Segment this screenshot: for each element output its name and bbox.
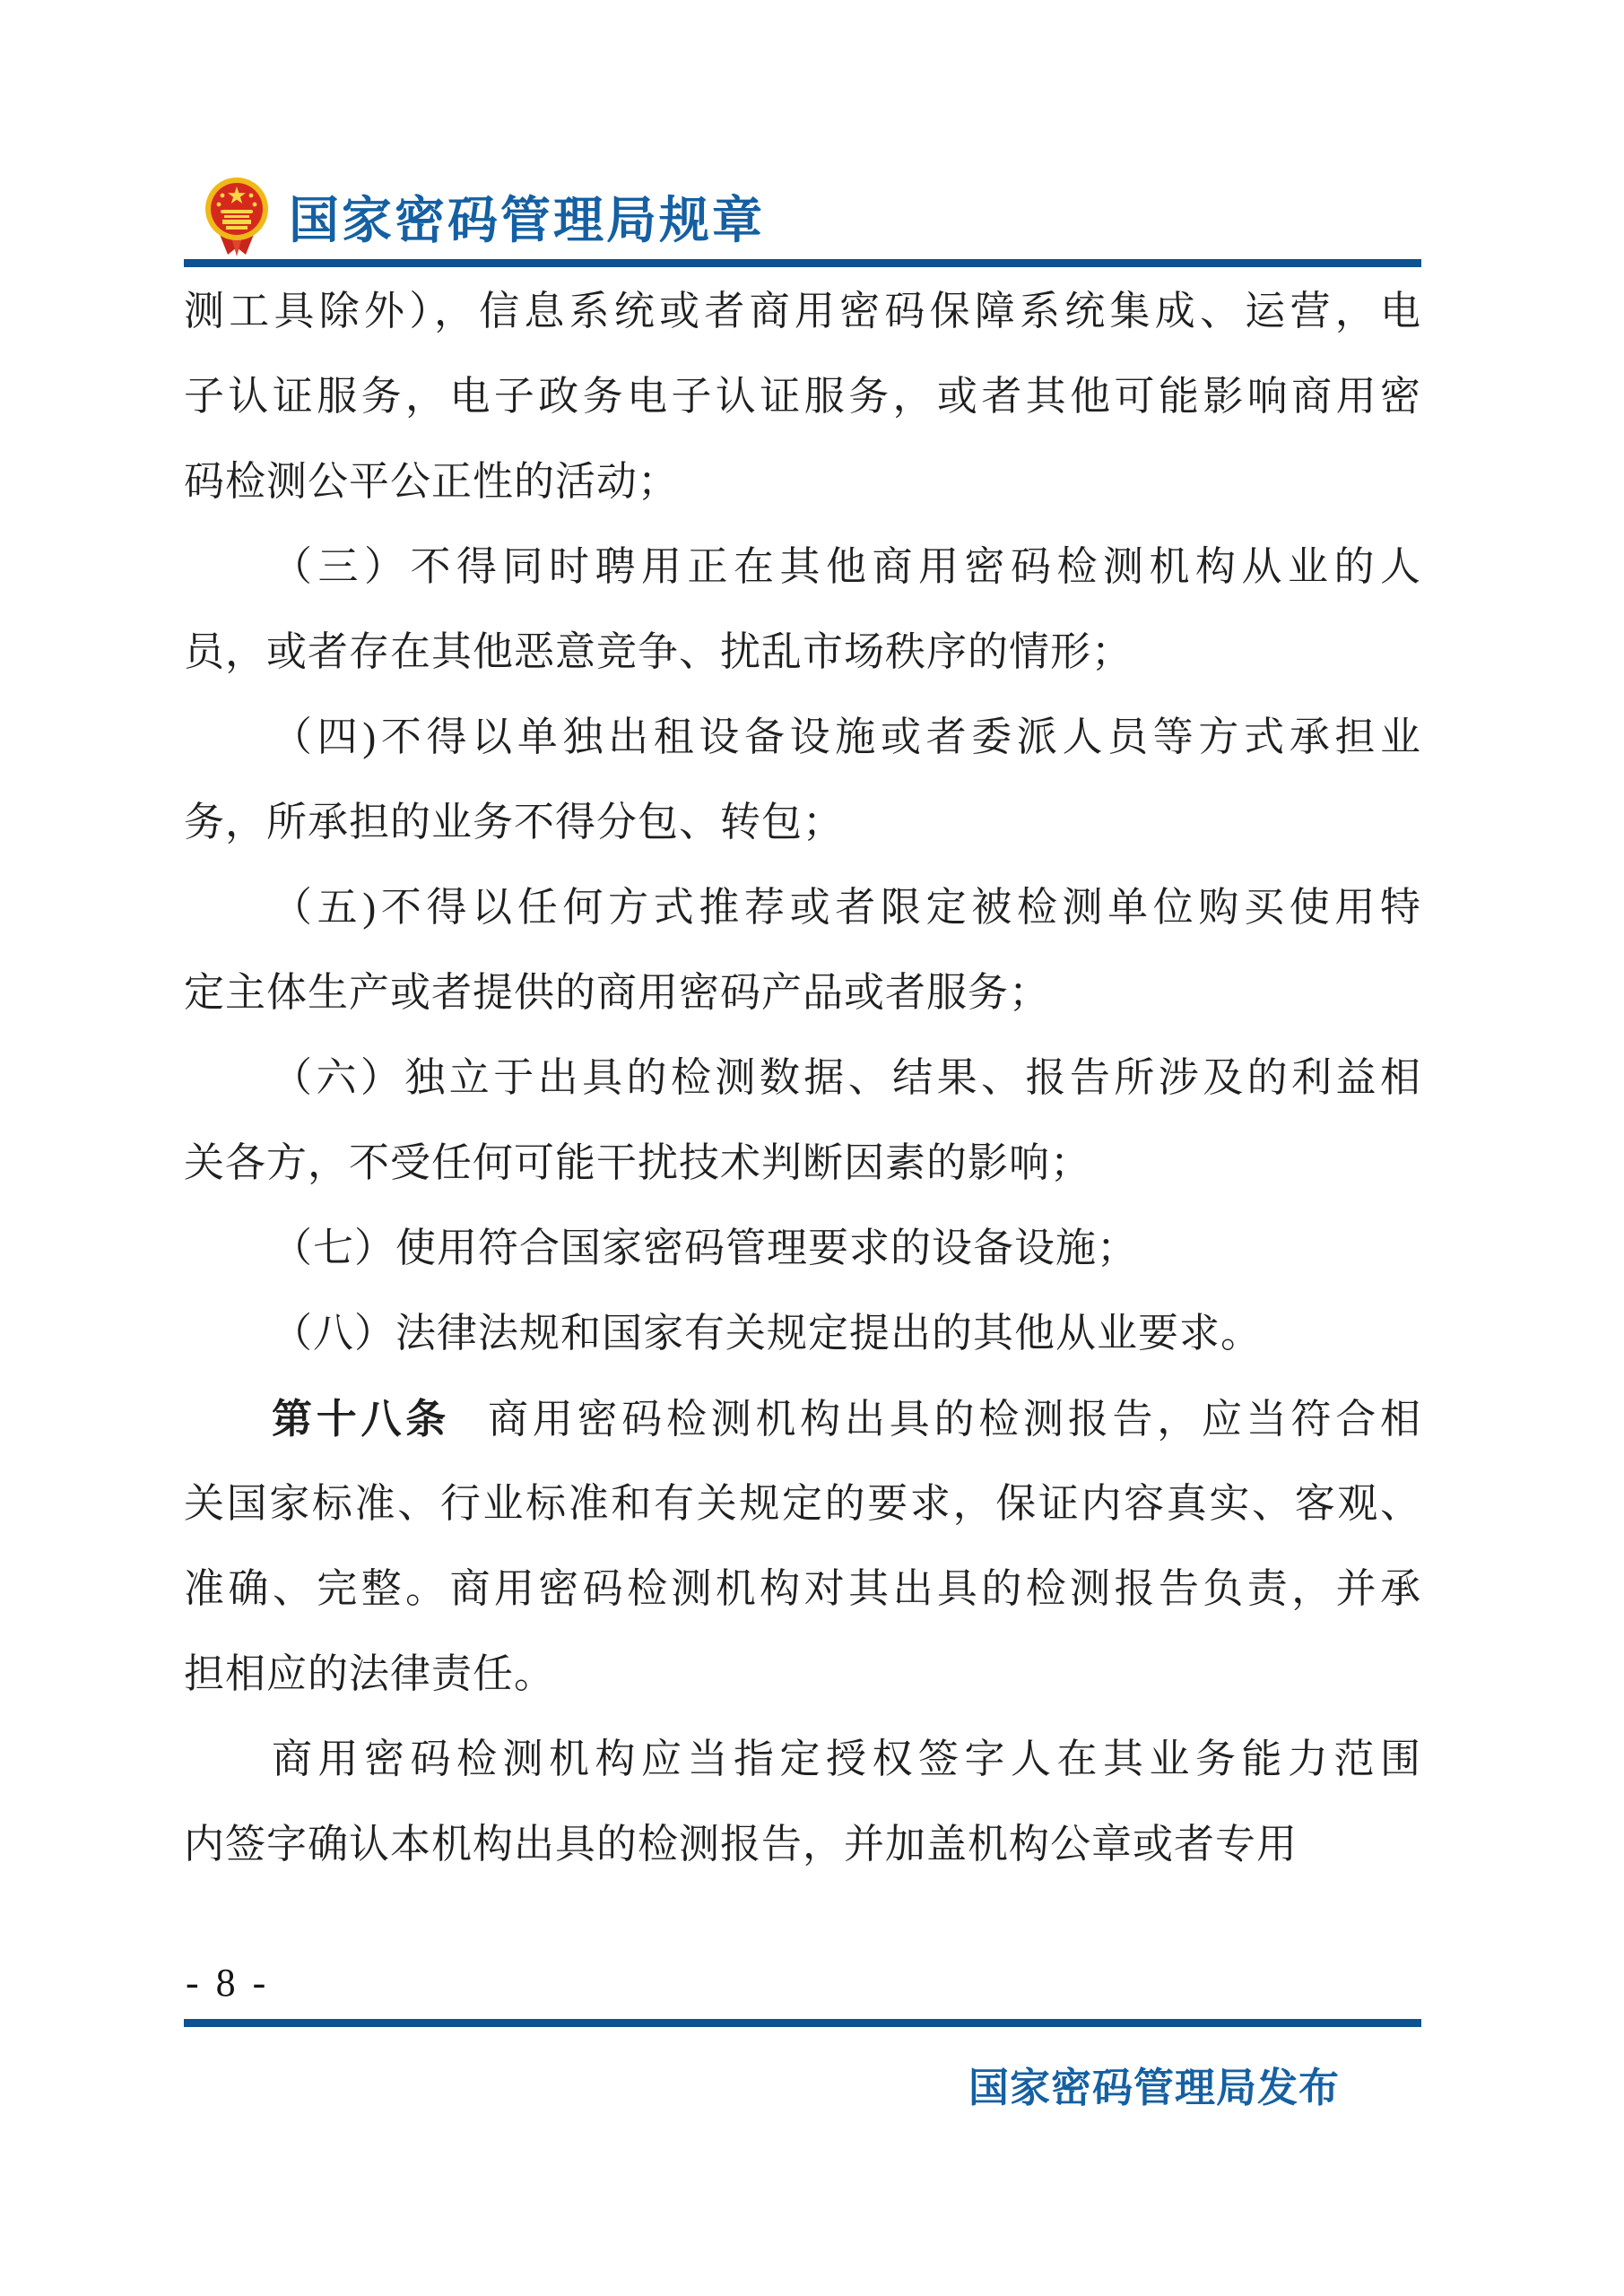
page-number: - 8 - <box>186 1961 270 2005</box>
page-title: 国家密码管理局规章 <box>289 192 765 248</box>
text-line: 关各方，不受任何可能干扰技术判断因素的影响； <box>184 1140 1092 1185</box>
text-line: （七）使用符合国家密码管理要求的设备设施； <box>272 1226 1139 1270</box>
text-line: 务，所承担的业务不得分包、转包； <box>184 800 845 845</box>
article-number: 第十八条 <box>272 1396 450 1442</box>
publisher-label: 国家密码管理局发布 <box>968 2065 1341 2110</box>
text-line: （三）不得同时聘用正在其他商用密码检测机构从业的人 <box>272 544 1421 589</box>
text-line: 码检测公平公正性的活动； <box>184 459 680 504</box>
text-line: （四)不得以单独出租设备设施或者委派人员等方式承担业 <box>272 715 1421 759</box>
header-rule <box>184 259 1421 267</box>
text-line: 内签字确认本机构出具的检测报告，并加盖机构公章或者专用 <box>184 1822 1298 1867</box>
body-text <box>184 269 1421 1887</box>
text-line: 关国家标准、行业标准和有关规定的要求，保证内容真实、客观、 <box>184 1481 1421 1526</box>
text-line: 员，或者存在其他恶意竞争、扰乱市场秩序的情形； <box>184 629 1133 674</box>
text-line: 商用密码检测机构应当指定授权签字人在其业务能力范围 <box>272 1737 1421 1781</box>
footer-rule <box>184 2019 1421 2027</box>
text-line: 准确、完整。商用密码检测机构对其出具的检测报告负责，并承 <box>184 1566 1421 1611</box>
text-line: 测工具除外），信息系统或者商用密码保障系统集成、运营，电 <box>184 289 1421 334</box>
text-line: 子认证服务，电子政务电子认证服务，或者其他可能影响商用密 <box>184 374 1421 419</box>
text-line: （六）独立于出具的检测数据、结果、报告所涉及的利益相 <box>272 1055 1421 1100</box>
text-line: 担相应的法律责任。 <box>184 1651 556 1696</box>
china-national-emblem-icon <box>203 176 271 256</box>
text-line: 定主体生产或者提供的商用密码产品或者服务； <box>184 970 1051 1015</box>
text-line: 第十八条 商用密码检测机构出具的检测报告，应当符合相 <box>272 1396 1421 1442</box>
text-line: （五)不得以任何方式推荐或者限定被检测单位购买使用特 <box>272 885 1421 930</box>
text-line: （八）法律法规和国家有关规定提出的其他从业要求。 <box>272 1311 1263 1356</box>
